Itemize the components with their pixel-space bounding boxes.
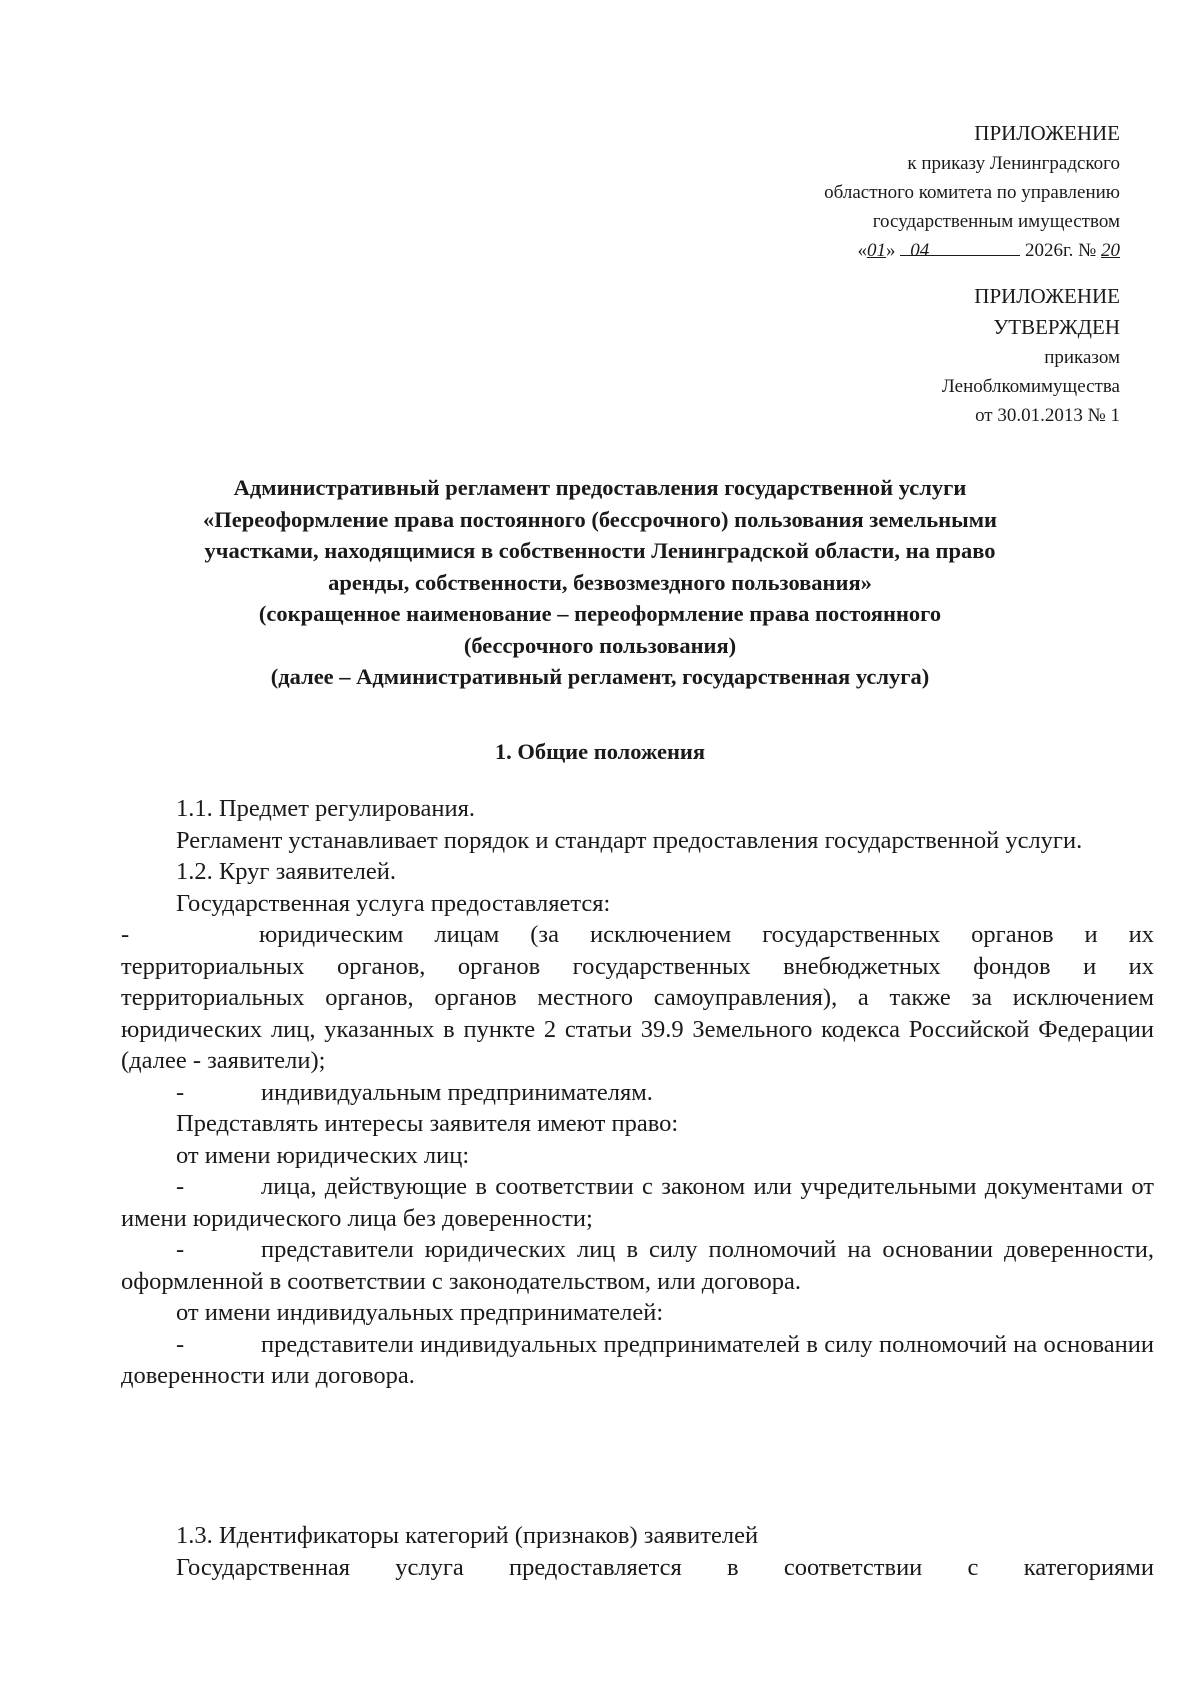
- paragraph-1-2: 1.2. Круг заявителей.: [176, 858, 396, 885]
- document-title: [110, 472, 1090, 693]
- bullet-text: индивидуальным предпринимателям.: [261, 1078, 653, 1106]
- approved-line-2: Леноблкомимущества: [941, 376, 1120, 397]
- approved-label: УТВЕРЖДЕН: [993, 315, 1120, 339]
- bullet-text: представители юридических лиц в силу полномочий на основании доверенности, оформленной в соответствии с законодательством, или договора.: [121, 1236, 1154, 1295]
- date-year: 2026г. №: [1024, 240, 1097, 261]
- paragraph-1-3: 1.3. Идентификаторы категорий (признаков) заявителей: [176, 1522, 759, 1549]
- annex-line-1: к приказу Ленинградского: [907, 153, 1120, 174]
- date-month-field: [900, 236, 1020, 261]
- title-line-7: (далее – Административный регламент, государственная услуга): [270, 664, 930, 689]
- bullet-dash: -: [176, 1236, 185, 1263]
- date-open-quote: «: [857, 240, 867, 261]
- bullet-dash: -: [176, 1173, 185, 1200]
- date-close-quote: »: [885, 240, 896, 261]
- title-line-6: (бессрочного пользования): [463, 632, 737, 658]
- paragraph-on-behalf-legal: от имени юридических лиц:: [176, 1141, 470, 1169]
- paragraph-1-1: 1.1. Предмет регулирования.: [176, 795, 475, 822]
- paragraph-on-behalf-entrepreneurs: от имени индивидуальных предпринимателей:: [176, 1299, 664, 1326]
- title-line-4: аренды, собственности, безвозмездного пользования»: [328, 569, 872, 595]
- paragraph-representatives: Представлять интересы заявителя имеют право:: [176, 1110, 679, 1137]
- bullet-dash: -: [176, 1330, 185, 1358]
- annex-date-line: [824, 236, 1120, 265]
- approved-annex-title: ПРИЛОЖЕНИЕ: [974, 284, 1120, 308]
- paragraph-regulation: Регламент устанавливает порядок и стандарт предоставления государственной услуги.: [176, 826, 1083, 854]
- annex-line-3: государственным имуществом: [872, 211, 1120, 232]
- title-line-2: «Переоформление права постоянного (бессрочного) пользования земельными: [202, 506, 997, 532]
- bullet-legal-entities: [121, 919, 1154, 1077]
- title-line-5: (сокращенное наименование – переоформление права постоянного: [258, 601, 942, 626]
- date-day: 01: [866, 240, 886, 261]
- bullet-text: лица, действующие в соответствии с законом или учредительными документами от имени юридического лица без доверенности;: [121, 1173, 1154, 1232]
- bullet-dash: -: [121, 921, 130, 948]
- annex-line-2: областного комитета по управлению: [824, 182, 1120, 203]
- title-line-1: Административный регламент предоставления государственной услуги: [233, 475, 967, 500]
- paragraph-provided: Государственная услуга предоставляется:: [176, 889, 611, 917]
- section-heading: 1. Общие положения: [494, 739, 706, 764]
- bullet-text: юридическим лицам (за исключением государственных органов и их территориальных органов, органов государственных внебюджетных фондов и их территориальных органов, органов местного самоуправления), а также за исключением юридических лиц, указанных в пункте 2 статьи 39.9 Земельного кодекса Российской Федерации (далее - заявители);: [121, 921, 1154, 1074]
- annex-header: [824, 118, 1120, 265]
- approved-line-1: приказом: [1044, 347, 1120, 368]
- title-line-3: участками, находящимися в собственности Ленинградской области, на право: [204, 538, 996, 563]
- approved-header: [942, 281, 1120, 430]
- annex-title: ПРИЛОЖЕНИЕ: [974, 121, 1120, 145]
- section-body: [121, 793, 1154, 1392]
- bullet-representatives-legal: [121, 1234, 1154, 1297]
- bullet-representatives-entrepreneurs: [121, 1329, 1154, 1392]
- date-number: 20: [1101, 240, 1120, 261]
- bullet-text: представители индивидуальных предпринимателей в силу полномочий на основании доверенности или договора.: [121, 1330, 1154, 1389]
- approved-line-3: от 30.01.2013 № 1: [975, 405, 1120, 426]
- bullet-entrepreneurs: [121, 1077, 1154, 1109]
- bullet-persons-acting: [121, 1171, 1154, 1234]
- date-month: 04: [910, 240, 930, 261]
- paragraph-categories: Государственная услуга предоставляется в соответствии с категориями: [176, 1553, 1154, 1581]
- section-body-continued: [121, 1520, 1154, 1583]
- bullet-dash: -: [176, 1078, 185, 1106]
